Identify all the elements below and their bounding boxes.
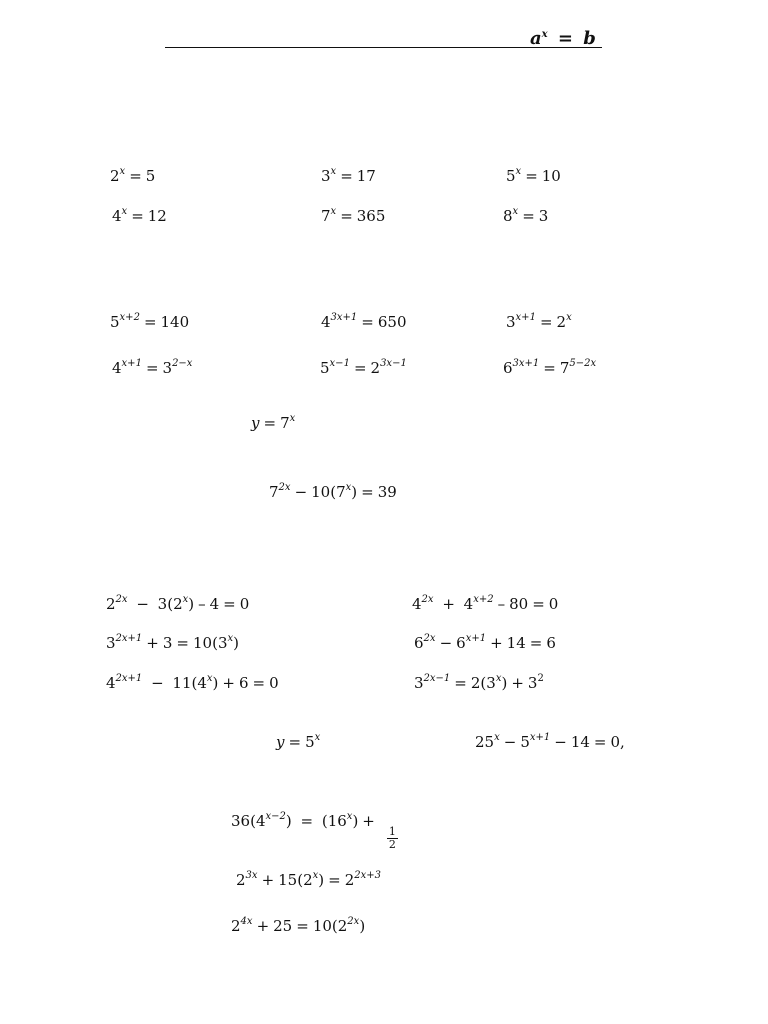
fraction-one-half: $\frac{1}{2}$ bbox=[388, 825, 396, 851]
equation-4: $4^x = 12$ bbox=[112, 206, 167, 225]
equation-13: $7^{2x} - 10(7^x) = 39$ bbox=[269, 482, 397, 501]
equation-2: $3^x = 17$ bbox=[321, 166, 376, 185]
equation-3: $5^x = 10$ bbox=[506, 166, 561, 185]
equation-18: $4^{2x+1} - 11(4^x) + 6 = 0$ bbox=[106, 673, 279, 692]
substitution-hint-1: $y = 7^x$ bbox=[251, 413, 296, 432]
equation-20: $25^x - 5^{x+1} - 14 = 0$, bbox=[475, 732, 625, 751]
equation-19: $3^{2x-1} = 2(3^x) + 3^2$ bbox=[414, 673, 544, 692]
equation-12: $6^{3x+1} = 7^{5-2x}$ bbox=[503, 358, 597, 377]
equation-7: $5^{x+2} = 140$ bbox=[110, 312, 190, 331]
equation-6: $8^x = 3$ bbox=[503, 206, 549, 225]
equation-5: $7^x = 365$ bbox=[321, 206, 386, 225]
equation-1: $2^x = 5$ bbox=[110, 166, 156, 185]
equation-22: $2^{3x} + 15(2^x) = 2^{2x+3}$ bbox=[236, 870, 381, 889]
equation-15: $4^{2x} + 4^{x+2} - 80 = 0$ bbox=[412, 594, 559, 613]
equation-17: $6^{2x} - 6^{x+1} + 14 = 6$ bbox=[414, 633, 556, 652]
equation-23: $2^{4x} + 25 = 10(2^{2x})$ bbox=[231, 916, 366, 935]
equation-8: $4^{3x+1} = 650$ bbox=[321, 312, 407, 331]
equation-21: $36(4^{x-2}) = (16^x)$ + $\frac{1}{2}$ bbox=[231, 811, 396, 851]
equation-14: $2^{2x} - 3(2^x) - 4 = 0$ bbox=[106, 594, 250, 613]
page-title: $a^x = b$ bbox=[530, 28, 596, 49]
equation-16: $3^{2x+1} + 3 = 10(3^x)$ bbox=[106, 633, 239, 652]
equation-10: $4^{x+1} = 3^{2-x}$ bbox=[112, 358, 193, 377]
equation-11: $5^{x-1} = 2^{3x-1}$ bbox=[320, 358, 407, 377]
substitution-hint-2: $y = 5^x$ bbox=[276, 732, 321, 751]
equation-9: $3^{x+1} = 2^x$ bbox=[506, 312, 572, 331]
